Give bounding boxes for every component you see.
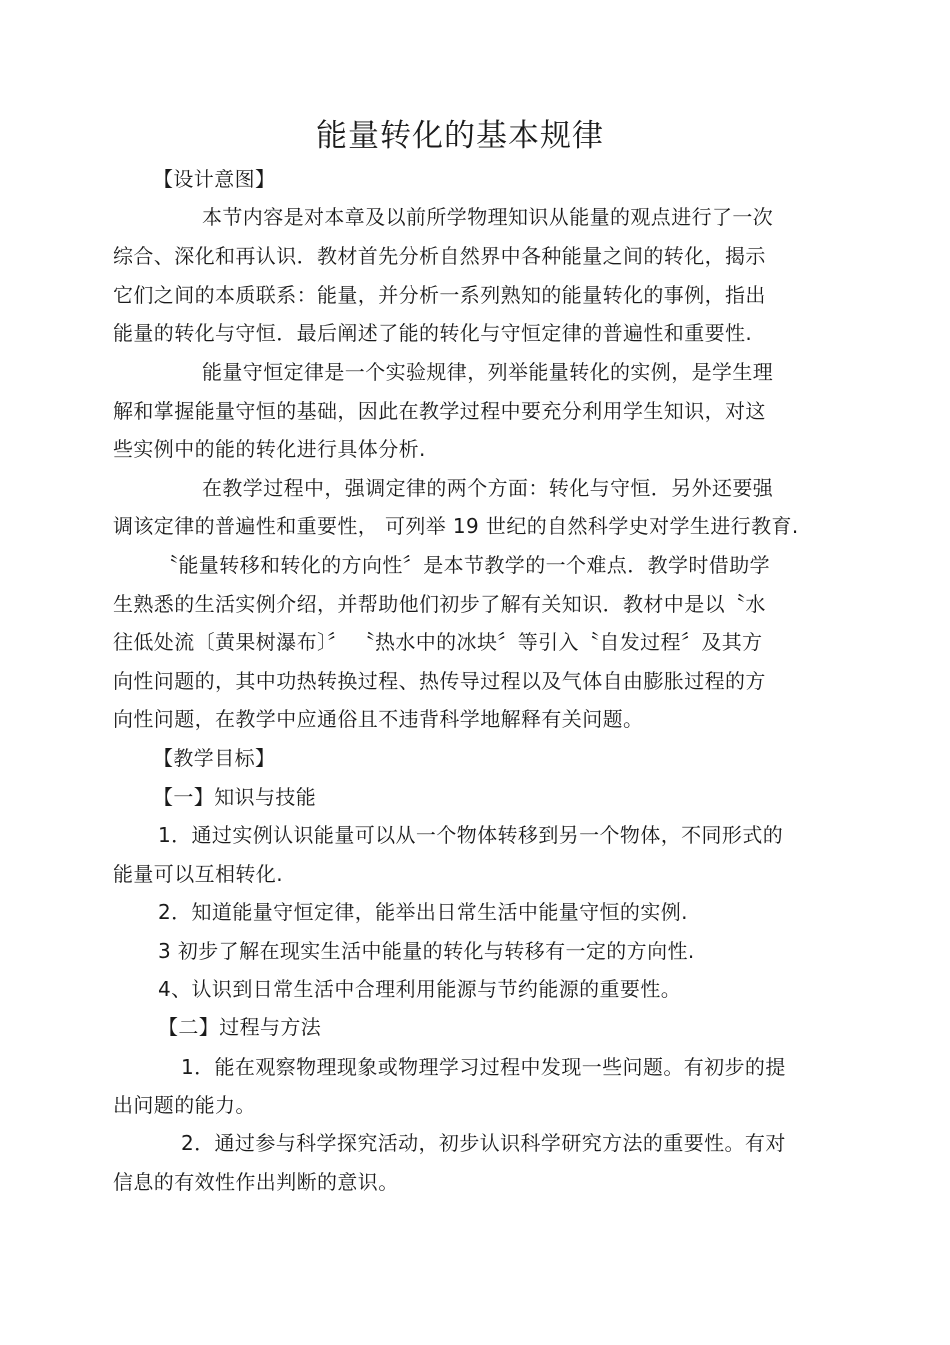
- text-line: 【二】过程与方法: [158, 1015, 322, 1039]
- text-line: 生熟悉的生活实例介绍，并帮助他们初步了解有关知识．教材中是以〝水: [113, 592, 766, 616]
- text-line: 解和掌握能量守恒的基础，因此在教学过程中要充分利用学生知识，对这: [113, 399, 766, 423]
- text-line: 综合、深化和再认识．教材首先分析自然界中各种能量之间的转化，揭示: [113, 244, 766, 268]
- text-line: 能量守恒定律是一个实验规律，列举能量转化的实例，是学生理: [202, 360, 774, 384]
- text-line: 【教学目标】: [153, 746, 276, 770]
- text-line: 2．知道能量守恒定律，能举出日常生活中能量守恒的实例.: [158, 900, 688, 924]
- text-line: 些实例中的能的转化进行具体分析.: [113, 437, 426, 461]
- text-line: 能量可以互相转化.: [113, 862, 283, 886]
- text-line: 它们之间的本质联系：能量，并分析一系列熟知的能量转化的事例，指出: [113, 283, 766, 307]
- text-line: 【设计意图】: [153, 167, 276, 191]
- text-line: 往低处流〔黄果树瀑布〕〞 〝热水中的冰块〞等引入〝自发过程〞及其方: [113, 630, 763, 654]
- text-line: 〝能量转移和转化的方向性〞是本节教学的一个难点．教学时借助学: [158, 553, 770, 577]
- text-line: 信息的有效性作出判断的意识。: [113, 1170, 399, 1194]
- document-title: 能量转化的基本规律: [316, 118, 604, 154]
- text-line: 2．通过参与科学探究活动，初步认识科学研究方法的重要性。有对: [181, 1131, 786, 1155]
- text-line: 【一】知识与技能: [153, 785, 317, 809]
- text-line: 出问题的能力。: [113, 1093, 256, 1117]
- text-line: 4、认识到日常生活中合理利用能源与节约能源的重要性。: [158, 977, 682, 1001]
- text-line: 1．能在观察物理现象或物理学习过程中发现一些问题。有初步的提: [181, 1055, 786, 1079]
- text-line: 调该定律的普遍性和重要性， 可列举 19 世纪的自然科学史对学生进行教育.: [113, 514, 799, 538]
- text-line: 能量的转化与守恒．最后阐述了能的转化与守恒定律的普遍性和重要性.: [113, 321, 753, 345]
- text-line: 3 初步了解在现实生活中能量的转化与转移有一定的方向性.: [158, 939, 695, 963]
- text-line: 在教学过程中，强调定律的两个方面：转化与守恒．另外还要强: [202, 476, 774, 500]
- text-line: 本节内容是对本章及以前所学物理知识从能量的观点进行了一次: [202, 205, 774, 229]
- text-line: 向性问题的，其中功热转换过程、热传导过程以及气体自由膨胀过程的方: [113, 669, 766, 693]
- text-line: 1．通过实例认识能量可以从一个物体转移到另一个物体，不同形式的: [158, 823, 784, 847]
- text-line: 向性问题，在教学中应通俗且不违背科学地解释有关问题。: [113, 707, 644, 731]
